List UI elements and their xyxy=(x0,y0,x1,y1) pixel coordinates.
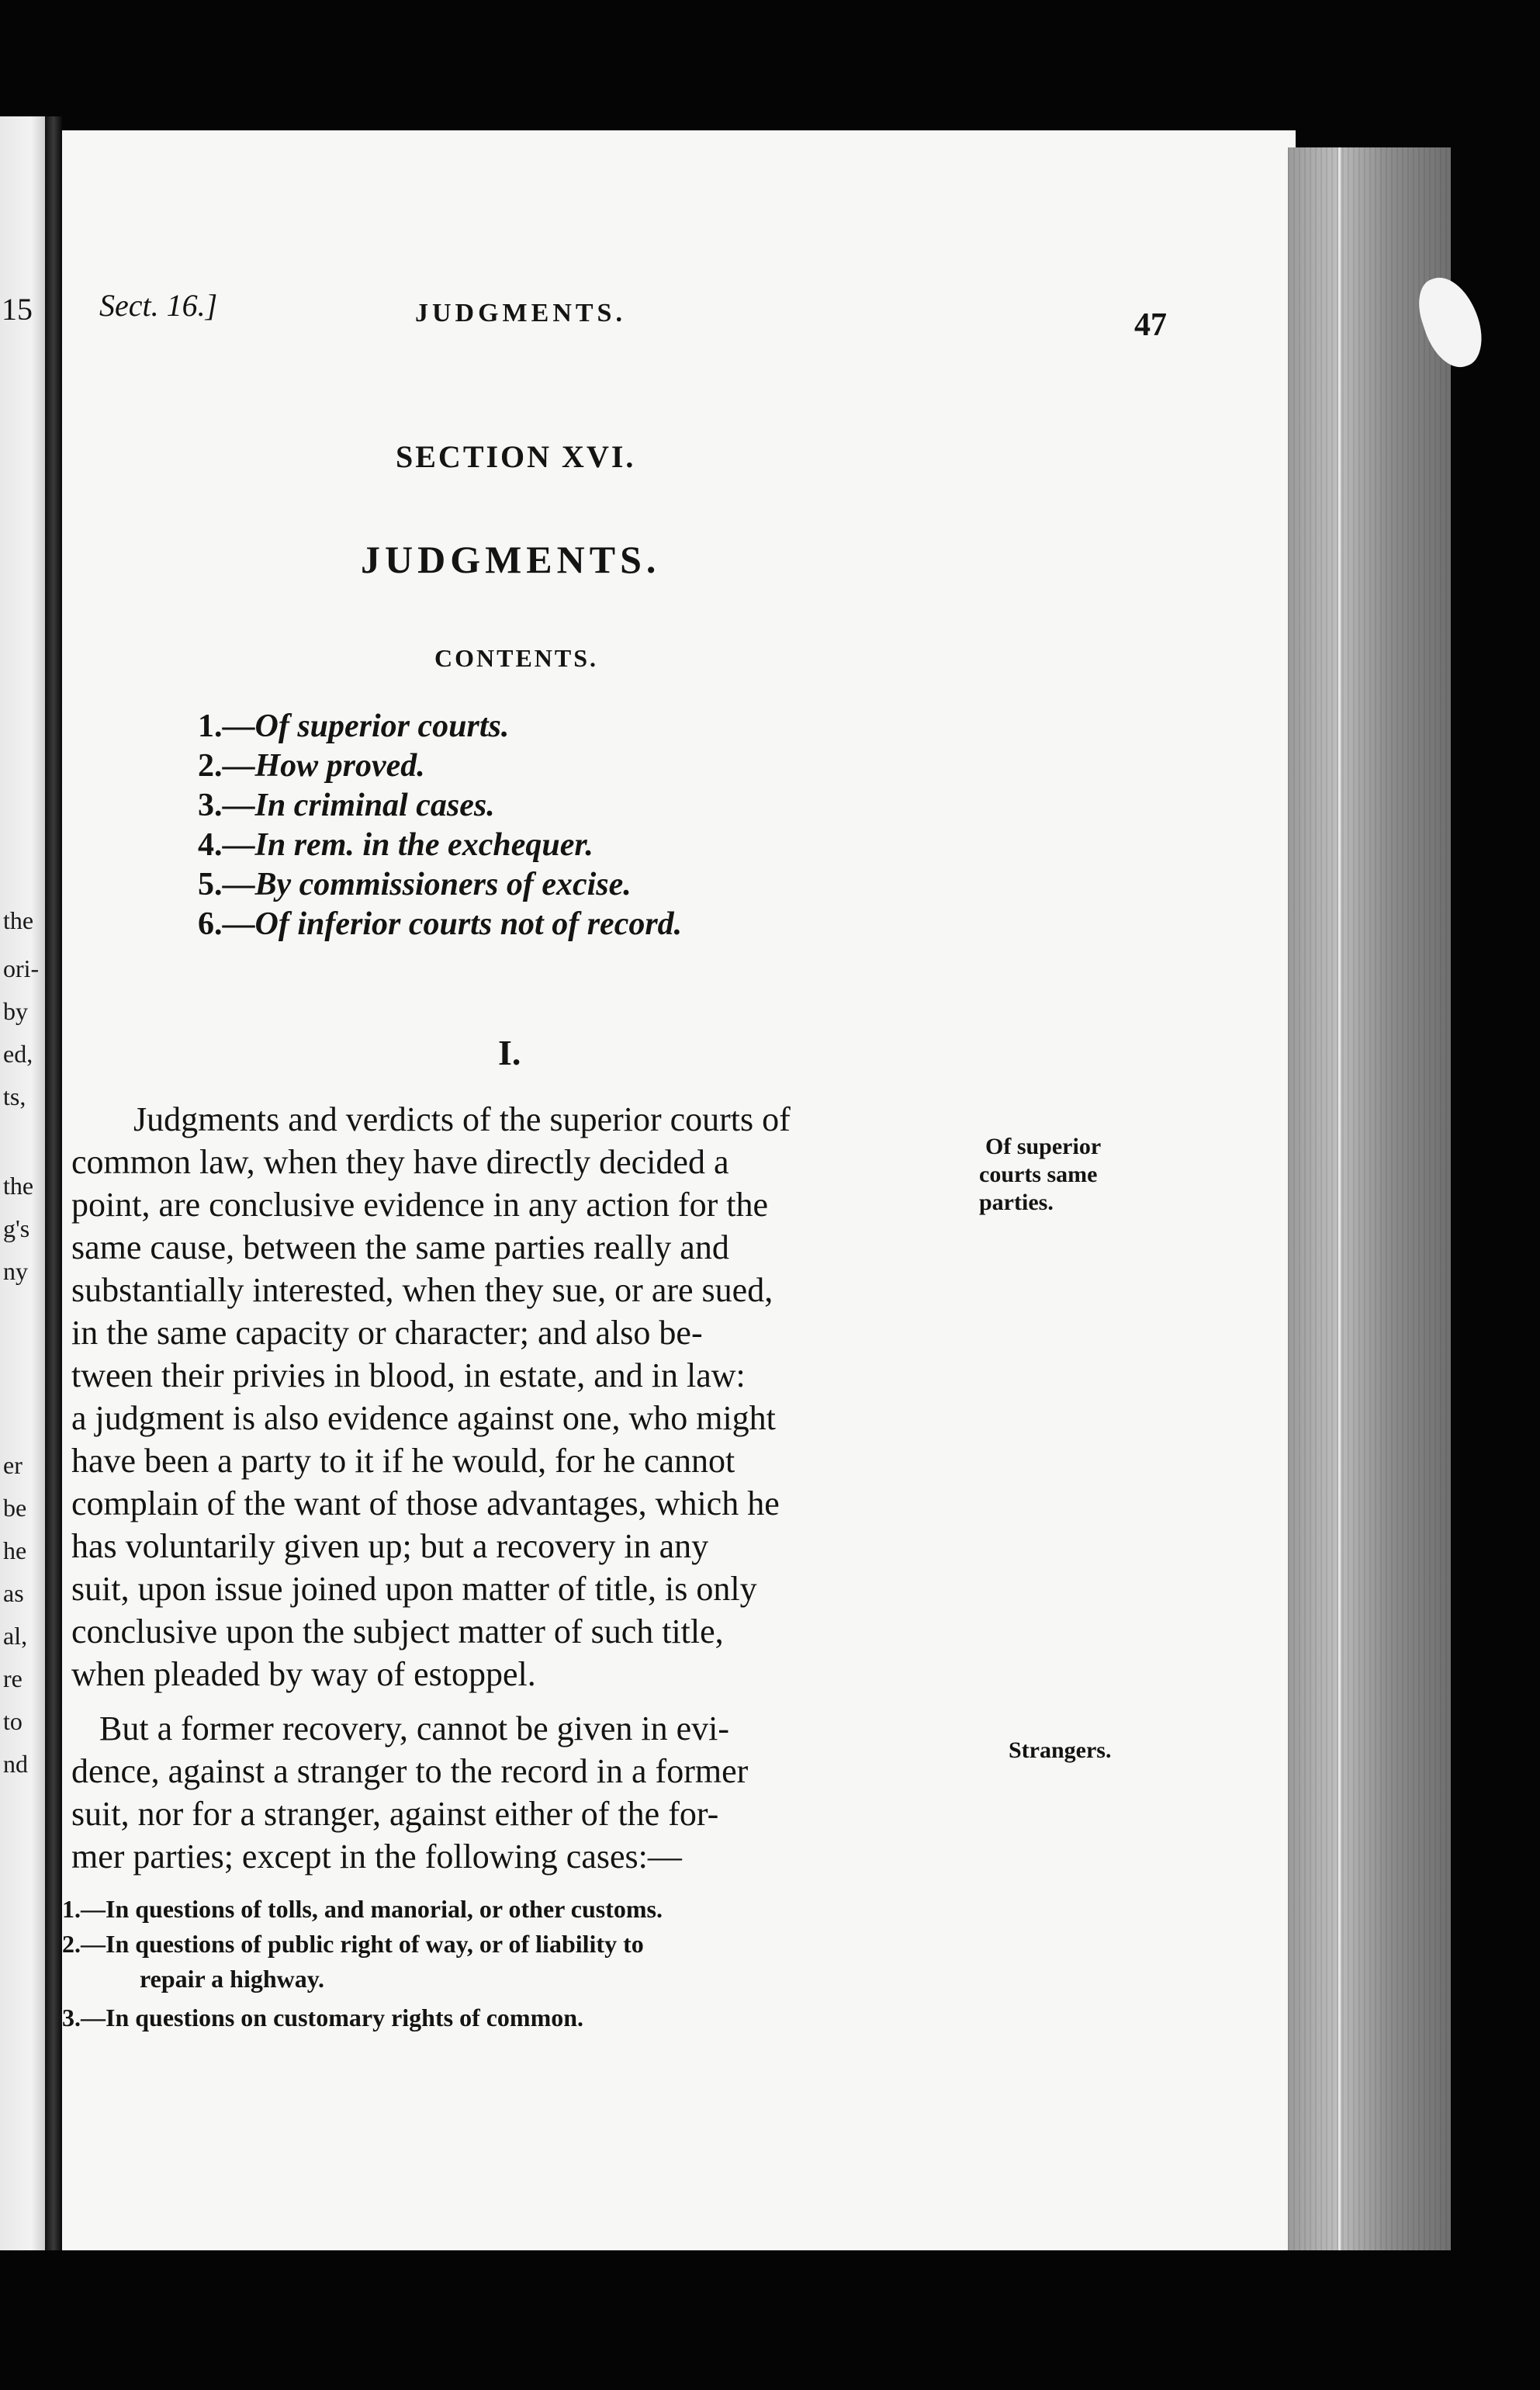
text-line: in the same capacity or character; and also be- xyxy=(71,1314,703,1352)
text-line: But a former recovery, cannot be given in evi- xyxy=(99,1709,730,1747)
exception-item-continued: repair a highway. xyxy=(140,1965,324,1993)
text-line: substantially interested, when they sue, or are sued, xyxy=(71,1271,773,1309)
prev-fragment: nd xyxy=(3,1750,28,1778)
contents-item xyxy=(198,747,682,787)
text-line: Judgments and verdicts of the superior courts of xyxy=(133,1100,791,1138)
page-edge-highlight xyxy=(1338,147,1341,2250)
text-line: point, are conclusive evidence in any action for the xyxy=(71,1186,768,1224)
prev-fragment: er xyxy=(3,1451,22,1479)
prev-fragment: as xyxy=(3,1579,24,1607)
contents-item-title: By commissioners of excise. xyxy=(254,867,632,902)
prev-fragment: the xyxy=(3,906,34,934)
contents-item xyxy=(198,708,682,747)
contents-item-number: 1.— xyxy=(198,708,255,744)
contents-item-title: Of inferior courts not of record. xyxy=(254,906,683,942)
text-line: same cause, between the same parties really and xyxy=(71,1228,729,1266)
text-line: complain of the want of those advantages, which he xyxy=(71,1484,780,1522)
margin-note-line: Of superior xyxy=(985,1134,1102,1159)
previous-page-number: 15 xyxy=(2,292,33,327)
running-head-title: JUDGMENTS. xyxy=(415,299,626,327)
exception-item: 1.—In questions of tolls, and manorial, or other customs. xyxy=(62,1895,663,1923)
prev-fragment: ed, xyxy=(3,1040,33,1068)
text-line: has voluntarily given up; but a recovery in any xyxy=(71,1527,709,1565)
exception-item: 2.—In questions of public right of way, or of liability to xyxy=(62,1930,644,1958)
text-line: have been a party to it if he would, for he cannot xyxy=(71,1442,735,1480)
exception-item: 3.—In questions on customary rights of common. xyxy=(62,2004,584,2032)
contents-item xyxy=(198,906,682,945)
prev-fragment: by xyxy=(3,997,28,1025)
prev-fragment: ny xyxy=(3,1257,28,1285)
prev-fragment: to xyxy=(3,1707,22,1735)
contents-item xyxy=(198,826,682,866)
text-line: mer parties; except in the following cases:— xyxy=(71,1838,682,1876)
text-line: tween their privies in blood, in estate, and in law: xyxy=(71,1356,746,1394)
page-number: 47 xyxy=(1134,307,1167,343)
text-line: suit, upon issue joined upon matter of title, is only xyxy=(71,1570,757,1608)
page-block-edge xyxy=(1288,147,1451,2250)
prev-fragment: ts, xyxy=(3,1082,26,1110)
running-head-section: Sect. 16.] xyxy=(99,288,218,323)
text-line: when pleaded by way of estoppel. xyxy=(71,1655,536,1693)
margin-note-line: courts same xyxy=(979,1162,1098,1187)
contents-item-number: 5.— xyxy=(198,867,255,902)
prev-fragment: al, xyxy=(3,1622,28,1650)
prev-fragment: g's xyxy=(3,1214,30,1242)
text-line: conclusive upon the subject matter of such title, xyxy=(71,1612,724,1650)
section-heading: SECTION XVI. xyxy=(396,439,636,474)
contents-item-title: In criminal cases. xyxy=(254,788,495,823)
contents-item-number: 4.— xyxy=(198,827,255,863)
contents-label: CONTENTS. xyxy=(434,644,599,672)
contents-item xyxy=(198,866,682,906)
text-line: common law, when they have directly decided a xyxy=(71,1143,729,1181)
chapter-title: JUDGMENTS. xyxy=(361,538,661,581)
prev-fragment: he xyxy=(3,1536,27,1564)
part-numeral: I. xyxy=(498,1033,521,1072)
contents-item-title: In rem. in the exchequer. xyxy=(254,827,594,863)
contents-list xyxy=(198,708,682,945)
text-line: suit, nor for a stranger, against either of the for- xyxy=(71,1795,719,1833)
prev-fragment: the xyxy=(3,1172,34,1200)
margin-note-strangers: Strangers. xyxy=(1009,1737,1112,1763)
prev-fragment: be xyxy=(3,1494,27,1522)
book-gutter xyxy=(45,116,62,2250)
text-line: dence, against a stranger to the record in a former xyxy=(71,1752,749,1790)
margin-note-line: parties. xyxy=(979,1190,1054,1215)
prev-fragment: re xyxy=(3,1664,22,1692)
contents-item-title: Of superior courts. xyxy=(254,708,510,744)
contents-item-number: 2.— xyxy=(198,748,255,784)
contents-item-title: How proved. xyxy=(254,748,425,784)
text-line: a judgment is also evidence against one, who might xyxy=(71,1399,776,1437)
contents-item xyxy=(198,787,682,826)
contents-item-number: 3.— xyxy=(198,788,255,823)
prev-fragment: ori- xyxy=(3,954,40,982)
contents-item-number: 6.— xyxy=(198,906,255,942)
